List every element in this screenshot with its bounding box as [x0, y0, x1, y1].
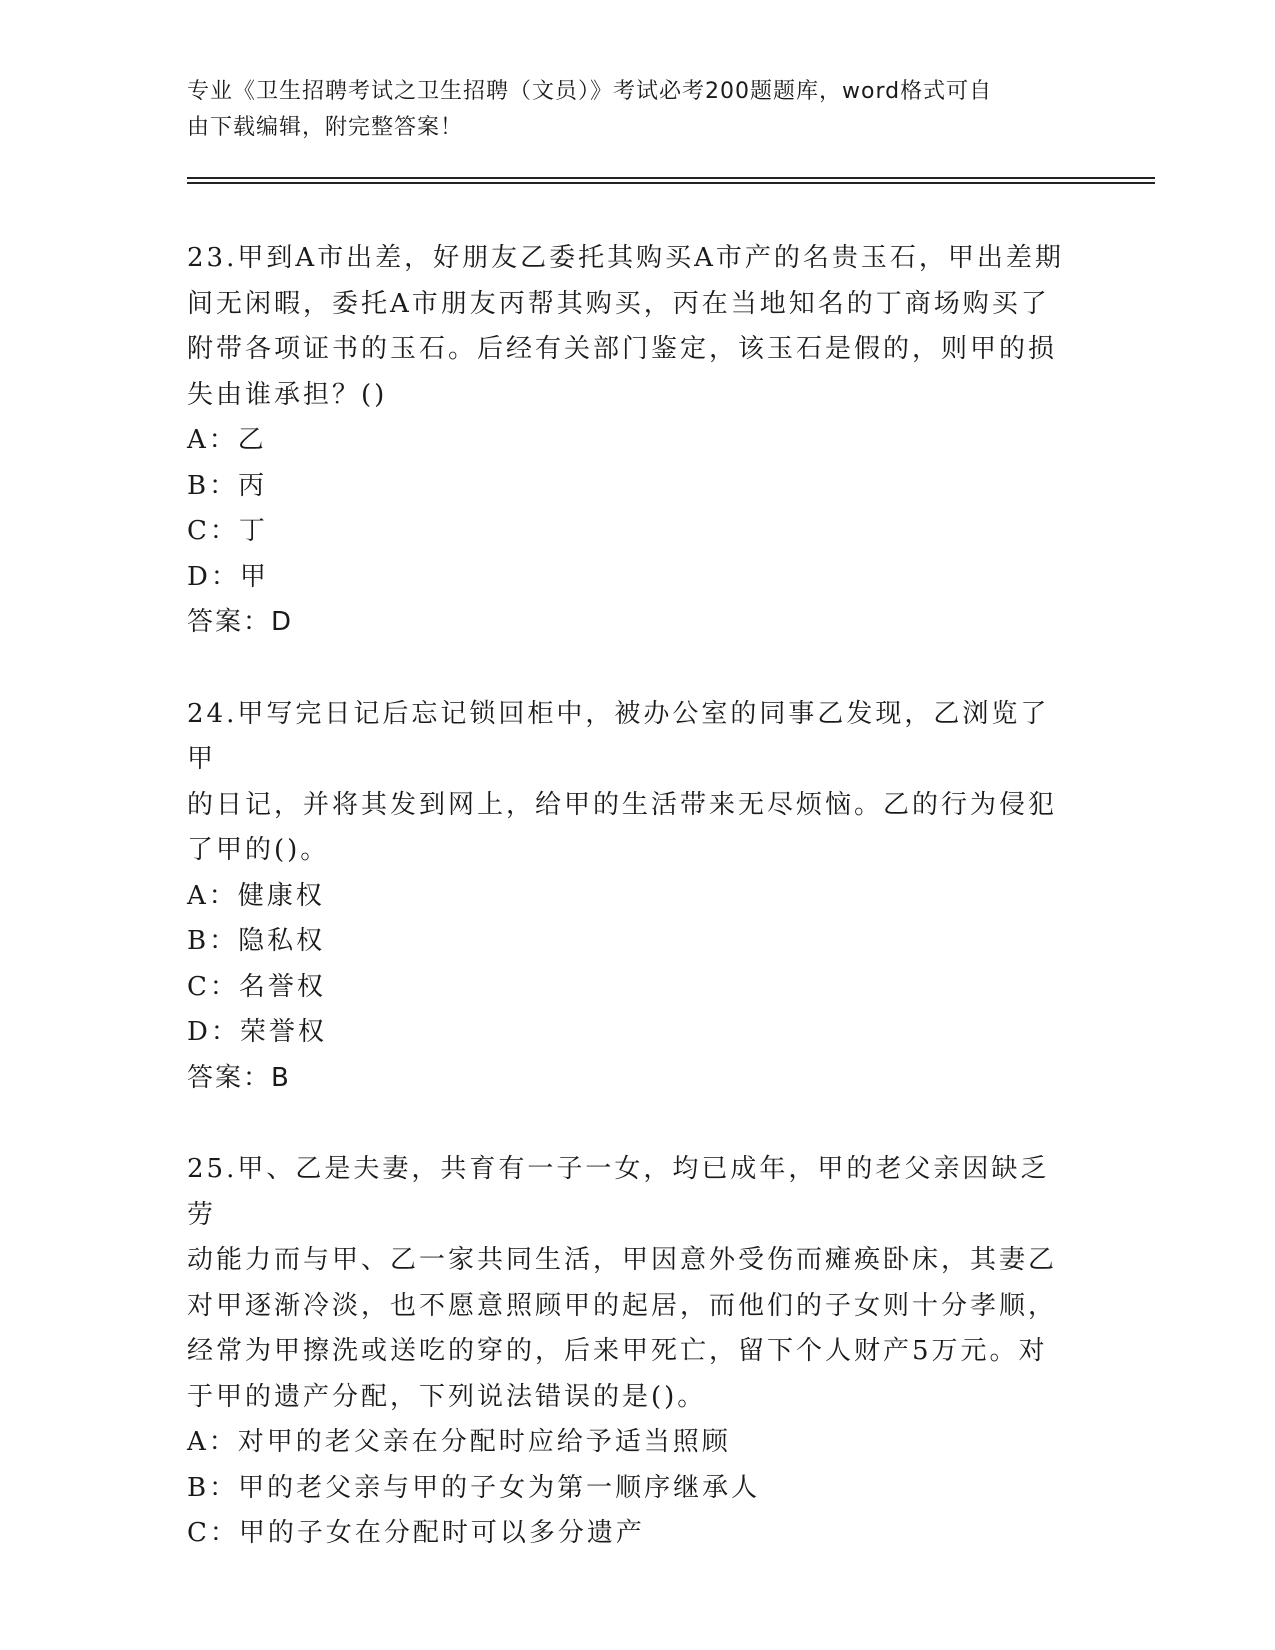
option-c: C：名誉权 — [187, 971, 326, 1002]
option-d: D：荣誉权 — [187, 1017, 327, 1047]
document-header — [187, 74, 1067, 146]
question-stem-line: 23.甲到A市出差，好朋友乙委托其购买A市产的名贵玉石，甲出差期 — [187, 243, 1064, 273]
question-list — [187, 236, 1077, 1603]
question-stem-line: 附带各项证书的玉石。后经有关部门鉴定，该玉石是假的，则甲的损 — [187, 334, 1058, 364]
option-b: B：甲的老父亲与甲的子女为第一顺序继承人 — [187, 1472, 761, 1503]
option-c: C：丁 — [187, 516, 268, 546]
question-stem-line: 经常为甲擦洗或送吃的穿的，后来甲死亡，留下个人财产5万元。对 — [187, 1336, 1048, 1366]
option-a: A：健康权 — [187, 880, 325, 911]
header-divider-top — [187, 177, 1155, 179]
question-stem-line: 的日记，并将其发到网上，给甲的生活带来无尽烦恼。乙的行为侵犯 — [187, 789, 1058, 820]
option-a: A：对甲的老父亲在分配时应给予适当照顾 — [187, 1427, 731, 1457]
option-a: A：乙 — [187, 425, 267, 455]
question-stem-line: 失由谁承担？() — [187, 379, 388, 410]
question-24 — [187, 692, 1077, 1102]
question-stem-line: 动能力而与甲、乙一家共同生活，甲因意外受伤而瘫痪卧床，其妻乙 — [187, 1245, 1058, 1275]
question-stem-line: 间无闲暇，委托A市朋友丙帮其购买，丙在当地知名的丁商场购买了 — [187, 288, 1050, 319]
question-stem-line: 于甲的遗产分配，下列说法错误的是()。 — [187, 1381, 707, 1412]
question-25 — [187, 1147, 1077, 1557]
question-stem-line: 25.甲、乙是夫妻，共育有一子一女，均已成年，甲的老父亲因缺乏劳 — [187, 1154, 1050, 1230]
answer-line: 答案：B — [187, 1062, 291, 1093]
question-stem-line: 对甲逐渐冷淡，也不愿意照顾甲的起居，而他们的子女则十分孝顺， — [187, 1290, 1058, 1321]
question-stem-line: 了甲的()。 — [187, 835, 330, 865]
option-c: C：甲的子女在分配时可以多分遗产 — [187, 1518, 645, 1548]
option-b: B：丙 — [187, 470, 268, 501]
option-b: B：隐私权 — [187, 926, 326, 956]
option-d: D：甲 — [187, 561, 269, 592]
question-23 — [187, 236, 1077, 646]
header-line-2: 由下载编辑，附完整答案！ — [187, 115, 464, 140]
header-divider-bottom — [187, 182, 1155, 184]
question-stem-line: 24.甲写完日记后忘记锁回柜中，被办公室的同事乙发现，乙浏览了甲 — [187, 698, 1050, 774]
answer-line: 答案：D — [187, 607, 294, 637]
header-line-1: 专业《卫生招聘考试之卫生招聘（文员）》考试必考200题题库，word格式可自 — [187, 79, 993, 104]
